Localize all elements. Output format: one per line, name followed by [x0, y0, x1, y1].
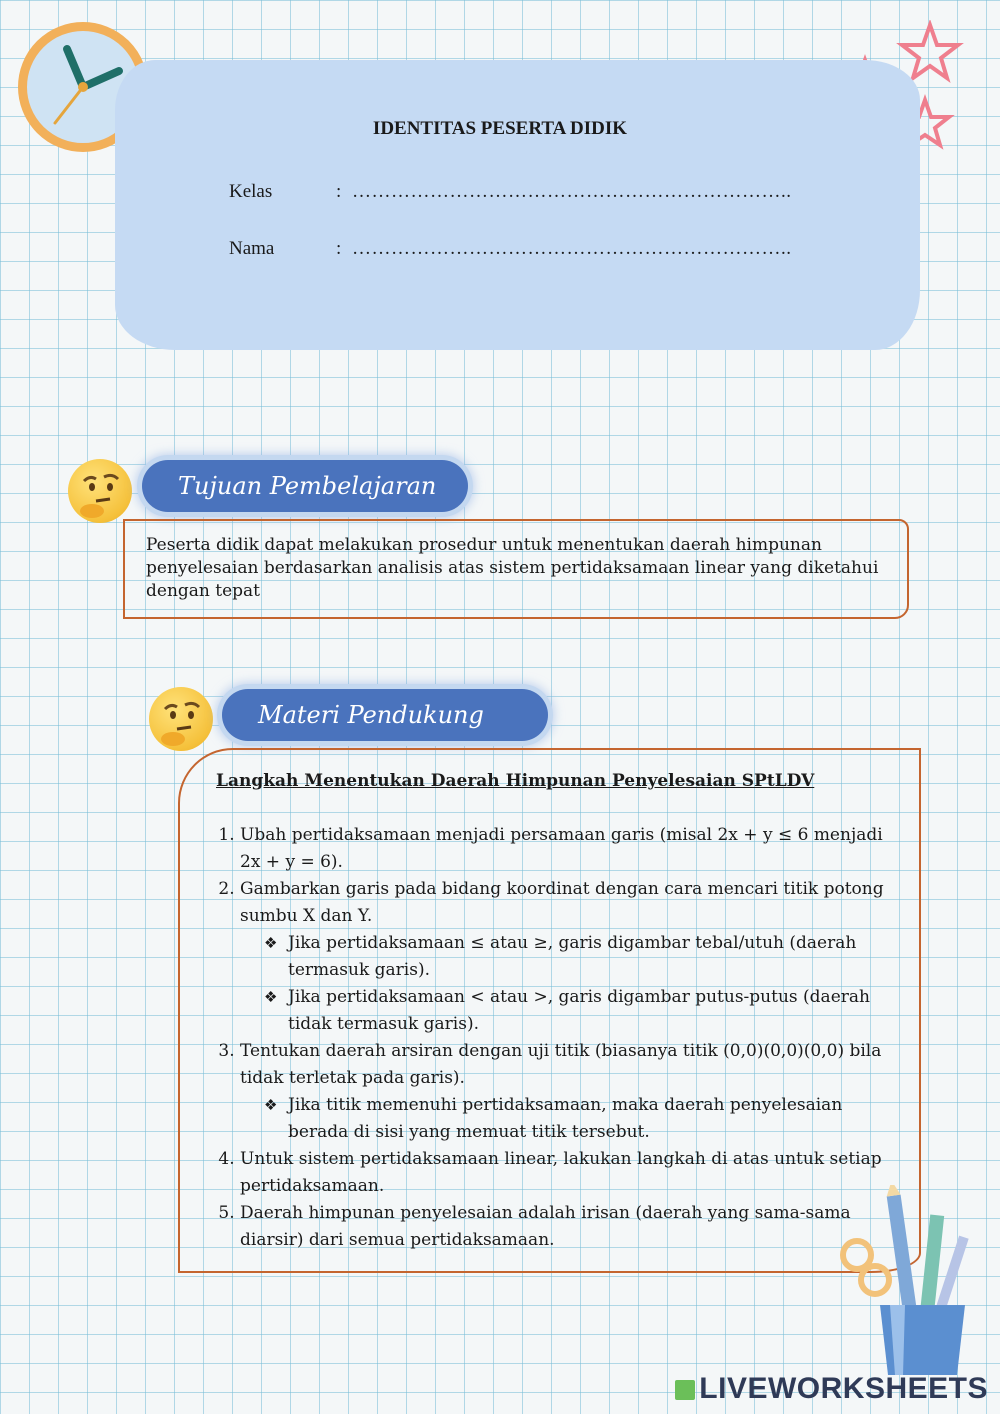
- name-colon: :: [336, 238, 342, 259]
- name-label: Nama: [229, 238, 275, 259]
- pencil-cup-icon: [835, 1185, 985, 1375]
- sub-item: ❖ Jika pertidaksamaan < atau >, garis digambar putus-putus (daerah tidak termasuk garis).: [264, 984, 886, 1038]
- class-colon: :: [336, 181, 342, 202]
- objective-text: Peserta didik dapat melakukan prosedur untuk menentukan daerah himpunan penyelesaian berdasarkan analisis atas sistem pertidaksamaan linear yang diketahui dengan tepat: [146, 535, 879, 601]
- material-heading: Materi Pendukung: [222, 689, 548, 741]
- thinking-face-icon: [68, 459, 132, 523]
- name-field[interactable]: …………………………………………………………..: [352, 238, 792, 259]
- class-label: Kelas: [229, 181, 273, 202]
- identity-title: IDENTITAS PESERTA DIDIK: [372, 118, 628, 139]
- objective-heading: Tujuan Pembelajaran: [142, 460, 468, 512]
- list-item: 2. Gambarkan garis pada bidang koordinat dengan cara mencari titik potong sumbu X dan Y. ❖ Jika pertidaksamaan ≤ atau ≥, garis digambar tebal/utuh (daerah termasuk garis). ❖ Jika pertidaksamaan < atau >, garis digambar putus-putus (daerah tidak termasuk garis).: [240, 876, 886, 1038]
- sub-item: ❖ Jika pertidaksamaan ≤ atau ≥, garis digambar tebal/utuh (daerah termasuk garis).: [264, 930, 886, 984]
- class-field[interactable]: …………………………………………………………..: [352, 181, 792, 202]
- thinking-face-icon: [149, 687, 213, 751]
- list-item: 5. Daerah himpunan penyelesaian adalah irisan (daerah yang sama-sama diarsir) dari semua pertidaksamaan.: [240, 1200, 886, 1254]
- material-content: [216, 768, 886, 1254]
- material-title: Langkah Menentukan Daerah Himpunan Penyelesaian SPtLDV: [216, 771, 815, 791]
- identity-panel: [115, 60, 920, 350]
- list-item: 4. Untuk sistem pertidaksamaan linear, lakukan langkah di atas untuk setiap pertidaksamaan.: [240, 1146, 886, 1200]
- liveworksheets-logo: LIVEWORKSHEETS: [675, 1372, 988, 1406]
- list-item: 1. Ubah pertidaksamaan menjadi persamaan garis (misal 2x + y ≤ 6 menjadi 2x + y = 6).: [240, 822, 886, 876]
- logo-icon: [675, 1380, 695, 1400]
- list-item: 3. Tentukan daerah arsiran dengan uji titik (biasanya titik (0,0)(0,0)(0,0) bila tidak terletak pada garis). ❖ Jika titik memenuhi pertidaksamaan, maka daerah penyelesaian berada di sisi yang memuat titik tersebut.: [240, 1038, 886, 1146]
- steps-list: [216, 822, 886, 1254]
- sub-item: ❖ Jika titik memenuhi pertidaksamaan, maka daerah penyelesaian berada di sisi yang memuat titik tersebut.: [264, 1092, 886, 1146]
